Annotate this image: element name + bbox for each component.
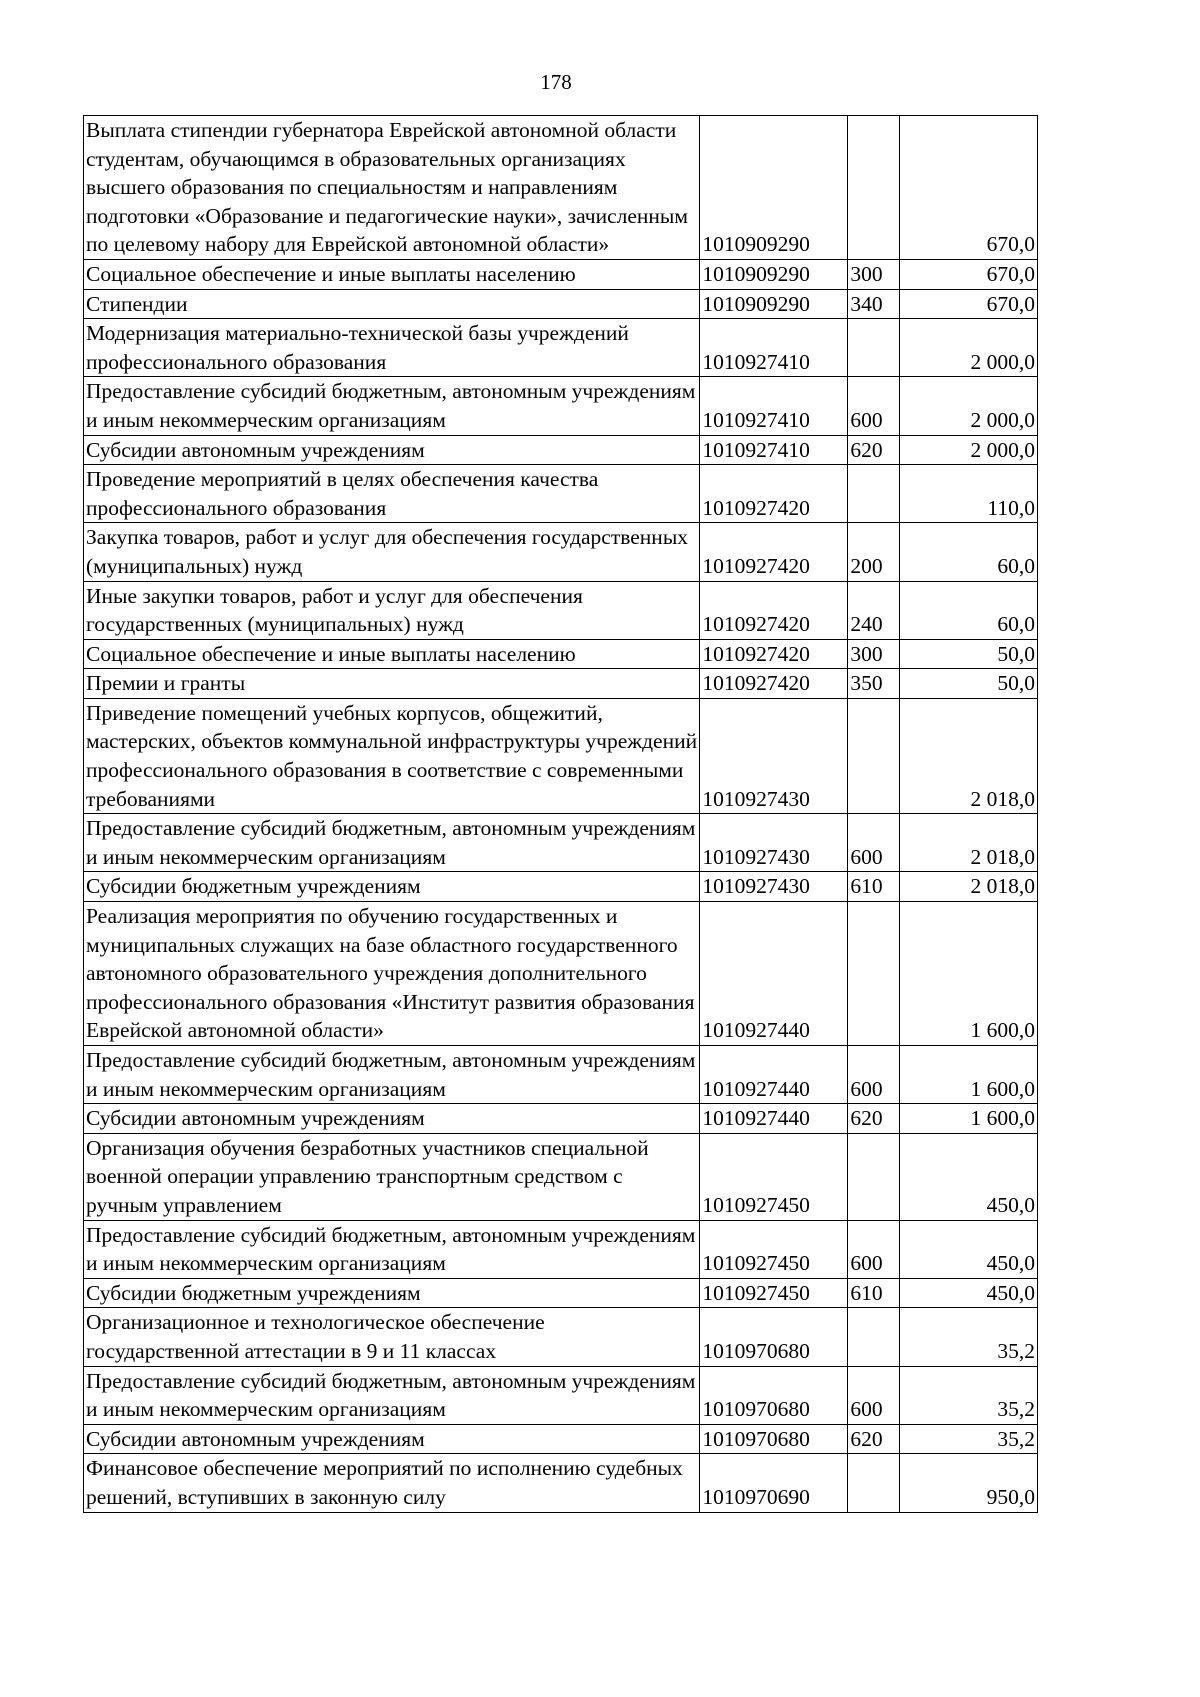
table-row (84, 377, 1038, 435)
expense-type-cell: 350 (848, 669, 900, 699)
target-code-cell: 1010970680 (700, 1424, 848, 1454)
target-code-cell: 1010927420 (700, 669, 848, 699)
amount-cell: 1 600,0 (900, 1104, 1038, 1134)
table-row (84, 639, 1038, 669)
budget-table-body (84, 116, 1038, 1513)
amount-cell: 450,0 (900, 1278, 1038, 1308)
table-row (84, 523, 1038, 581)
table-row (84, 1308, 1038, 1366)
item-name-cell: Организационное и технологическое обеспечение государственной аттестации в 9 и 11 классах (84, 1308, 700, 1366)
item-name-cell: Финансовое обеспечение мероприятий по исполнению судебных решений, вступивших в законную силу (84, 1454, 700, 1512)
amount-cell: 2 018,0 (900, 698, 1038, 813)
expense-type-cell (848, 1454, 900, 1512)
target-code-cell: 1010927420 (700, 581, 848, 639)
expense-type-cell: 600 (848, 377, 900, 435)
amount-cell: 2 000,0 (900, 377, 1038, 435)
table-row (84, 116, 1038, 260)
table-row (84, 814, 1038, 872)
expense-type-cell: 300 (848, 259, 900, 289)
table-row (84, 465, 1038, 523)
table-row (84, 698, 1038, 813)
item-name-cell: Социальное обеспечение и иные выплаты населению (84, 259, 700, 289)
expense-type-cell: 620 (848, 435, 900, 465)
expense-type-cell (848, 116, 900, 260)
amount-cell: 2 000,0 (900, 435, 1038, 465)
target-code-cell: 1010927440 (700, 1046, 848, 1104)
item-name-cell: Субсидии автономным учреждениям (84, 1424, 700, 1454)
table-row (84, 669, 1038, 699)
item-name-cell: Организация обучения безработных участников специальной военной операции управлению транспортным средством с ручным управлением (84, 1133, 700, 1220)
budget-table (83, 115, 1038, 1513)
item-name-cell: Субсидии автономным учреждениям (84, 435, 700, 465)
item-name-cell: Выплата стипендии губернатора Еврейской автономной области студентам, обучающимся в образовательных организациях высшего образования по специальностям и направлениям подготовки «Образование и педагогические науки», зачисленным по целевому набору для Еврейской автономной области» (84, 116, 700, 260)
amount-cell: 450,0 (900, 1220, 1038, 1278)
expense-type-cell: 340 (848, 289, 900, 319)
target-code-cell: 1010927430 (700, 872, 848, 902)
expense-type-cell (848, 1133, 900, 1220)
table-row (84, 259, 1038, 289)
item-name-cell: Иные закупки товаров, работ и услуг для обеспечения государственных (муниципальных) нужд (84, 581, 700, 639)
table-row (84, 1278, 1038, 1308)
target-code-cell: 1010909290 (700, 289, 848, 319)
expense-type-cell (848, 1308, 900, 1366)
table-row (84, 1454, 1038, 1512)
item-name-cell: Предоставление субсидий бюджетным, автономным учреждениям и иным некоммерческим организациям (84, 1046, 700, 1104)
table-row (84, 1366, 1038, 1424)
item-name-cell: Предоставление субсидий бюджетным, автономным учреждениям и иным некоммерческим организациям (84, 377, 700, 435)
item-name-cell: Закупка товаров, работ и услуг для обеспечения государственных (муниципальных) нужд (84, 523, 700, 581)
amount-cell: 35,2 (900, 1308, 1038, 1366)
item-name-cell: Проведение мероприятий в целях обеспечения качества профессионального образования (84, 465, 700, 523)
table-row (84, 435, 1038, 465)
expense-type-cell: 200 (848, 523, 900, 581)
expense-type-cell: 610 (848, 1278, 900, 1308)
amount-cell: 1 600,0 (900, 1046, 1038, 1104)
expense-type-cell: 600 (848, 1046, 900, 1104)
table-row (84, 581, 1038, 639)
expense-type-cell: 240 (848, 581, 900, 639)
target-code-cell: 1010927420 (700, 465, 848, 523)
expense-type-cell (848, 465, 900, 523)
table-row (84, 1133, 1038, 1220)
expense-type-cell: 600 (848, 814, 900, 872)
target-code-cell: 1010909290 (700, 116, 848, 260)
expense-type-cell: 600 (848, 1220, 900, 1278)
table-row (84, 289, 1038, 319)
page-number: 178 (540, 70, 572, 94)
target-code-cell: 1010927450 (700, 1133, 848, 1220)
table-row (84, 1046, 1038, 1104)
item-name-cell: Премии и гранты (84, 669, 700, 699)
table-row (84, 1104, 1038, 1134)
target-code-cell: 1010927450 (700, 1278, 848, 1308)
target-code-cell: 1010927440 (700, 902, 848, 1046)
expense-type-cell: 610 (848, 872, 900, 902)
amount-cell: 1 600,0 (900, 902, 1038, 1046)
amount-cell: 950,0 (900, 1454, 1038, 1512)
table-row (84, 902, 1038, 1046)
amount-cell: 110,0 (900, 465, 1038, 523)
item-name-cell: Модернизация материально-технической базы учреждений профессионального образования (84, 319, 700, 377)
item-name-cell: Предоставление субсидий бюджетным, автономным учреждениям и иным некоммерческим организациям (84, 814, 700, 872)
amount-cell: 60,0 (900, 581, 1038, 639)
amount-cell: 670,0 (900, 289, 1038, 319)
expense-type-cell: 620 (848, 1104, 900, 1134)
amount-cell: 35,2 (900, 1424, 1038, 1454)
item-name-cell: Субсидии бюджетным учреждениям (84, 872, 700, 902)
table-row (84, 1424, 1038, 1454)
item-name-cell: Стипендии (84, 289, 700, 319)
item-name-cell: Реализация мероприятия по обучению государственных и муниципальных служащих на базе областного государственного автономного образовательного учреждения дополнительного профессионального образования «Институт развития образования Еврейской автономной области» (84, 902, 700, 1046)
expense-type-cell (848, 698, 900, 813)
item-name-cell: Субсидии автономным учреждениям (84, 1104, 700, 1134)
amount-cell: 35,2 (900, 1366, 1038, 1424)
target-code-cell: 1010927410 (700, 319, 848, 377)
item-name-cell: Предоставление субсидий бюджетным, автономным учреждениям и иным некоммерческим организациям (84, 1366, 700, 1424)
amount-cell: 670,0 (900, 259, 1038, 289)
item-name-cell: Предоставление субсидий бюджетным, автономным учреждениям и иным некоммерческим организациям (84, 1220, 700, 1278)
target-code-cell: 1010927420 (700, 639, 848, 669)
amount-cell: 670,0 (900, 116, 1038, 260)
target-code-cell: 1010927410 (700, 377, 848, 435)
target-code-cell: 1010927430 (700, 698, 848, 813)
amount-cell: 50,0 (900, 669, 1038, 699)
target-code-cell: 1010970690 (700, 1454, 848, 1512)
target-code-cell: 1010927450 (700, 1220, 848, 1278)
amount-cell: 2 000,0 (900, 319, 1038, 377)
target-code-cell: 1010927440 (700, 1104, 848, 1134)
amount-cell: 2 018,0 (900, 872, 1038, 902)
amount-cell: 2 018,0 (900, 814, 1038, 872)
amount-cell: 50,0 (900, 639, 1038, 669)
expense-type-cell: 620 (848, 1424, 900, 1454)
target-code-cell: 1010927410 (700, 435, 848, 465)
item-name-cell: Приведение помещений учебных корпусов, общежитий, мастерских, объектов коммунальной инфраструктуры учреждений профессионального образования в соответствие с современными требованиями (84, 698, 700, 813)
expense-type-cell (848, 902, 900, 1046)
expense-type-cell: 600 (848, 1366, 900, 1424)
amount-cell: 60,0 (900, 523, 1038, 581)
target-code-cell: 1010909290 (700, 259, 848, 289)
item-name-cell: Субсидии бюджетным учреждениям (84, 1278, 700, 1308)
target-code-cell: 1010970680 (700, 1366, 848, 1424)
amount-cell: 450,0 (900, 1133, 1038, 1220)
expense-type-cell: 300 (848, 639, 900, 669)
target-code-cell: 1010927430 (700, 814, 848, 872)
item-name-cell: Социальное обеспечение и иные выплаты населению (84, 639, 700, 669)
table-row (84, 1220, 1038, 1278)
table-row (84, 319, 1038, 377)
target-code-cell: 1010970680 (700, 1308, 848, 1366)
expense-type-cell (848, 319, 900, 377)
table-row (84, 872, 1038, 902)
target-code-cell: 1010927420 (700, 523, 848, 581)
